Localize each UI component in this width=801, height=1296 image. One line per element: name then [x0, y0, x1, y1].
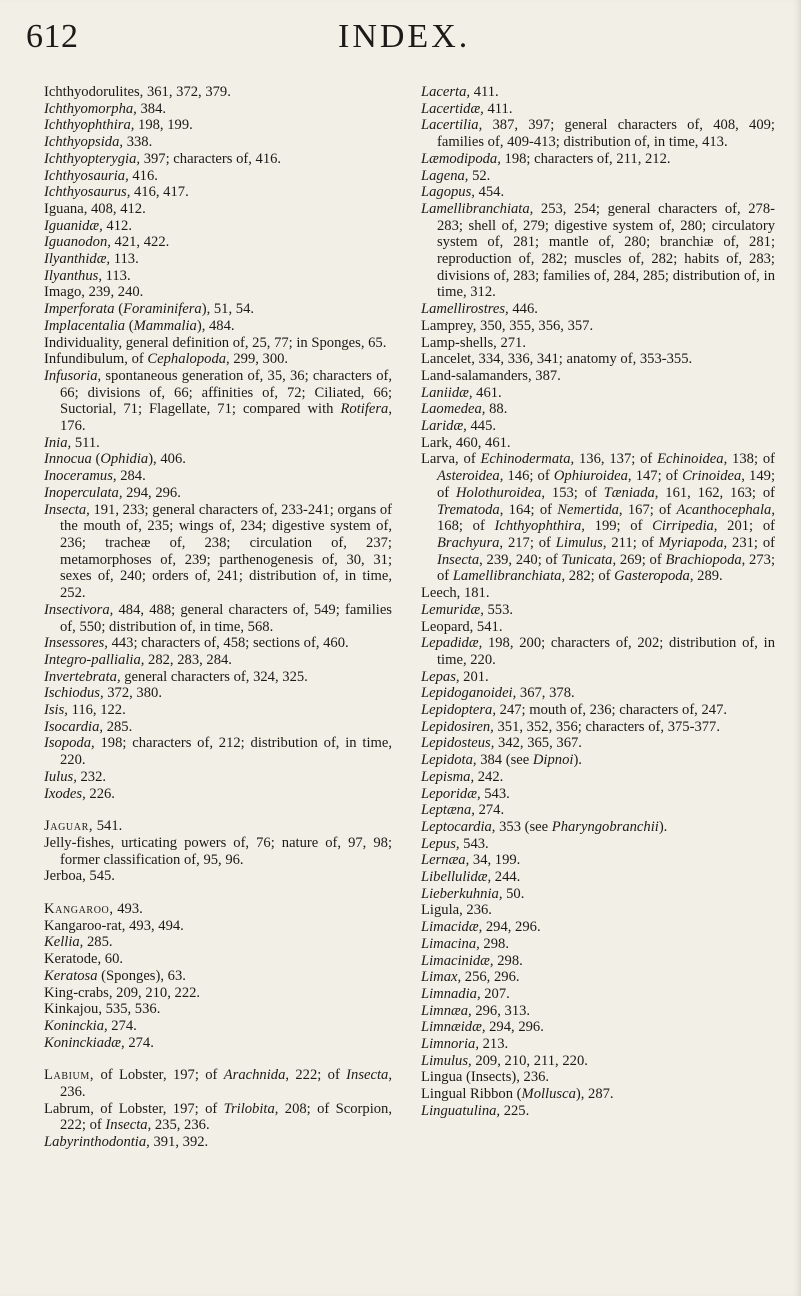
index-references: 213. — [478, 1036, 509, 1053]
index-term: Lacerta, — [421, 84, 471, 100]
index-references: 493, 494. — [125, 917, 184, 934]
index-entry — [44, 168, 392, 185]
index-entry — [421, 318, 775, 335]
index-references: 541. — [93, 818, 123, 835]
index-term: Limacinidæ, — [421, 952, 494, 969]
index-references: 384 (see Dipnoi). — [476, 752, 582, 769]
index-entry — [44, 652, 392, 669]
index-entry — [44, 101, 392, 118]
index-references: 274. — [124, 1034, 154, 1051]
index-references: 408, 412. — [87, 200, 146, 217]
index-references: 113. — [101, 267, 131, 284]
index-entry — [421, 669, 775, 686]
index-entry — [44, 318, 392, 335]
index-references: of Cephalopoda, 299, 300. — [127, 351, 289, 368]
index-term: Leopard, — [421, 618, 474, 635]
index-references: 545. — [85, 868, 115, 885]
page-number: 612 — [26, 18, 79, 55]
index-entry — [44, 918, 392, 935]
index-term: Insecta, — [44, 501, 90, 518]
index-term: Limacidæ, — [421, 919, 483, 936]
index-references: 294, 296. — [482, 919, 541, 936]
index-references: 52. — [468, 167, 491, 184]
index-term: Infundibulum, — [44, 351, 128, 368]
index-references: general definition of, 25, 77; in Sponges, 65. — [122, 334, 387, 351]
index-entry — [421, 602, 775, 619]
index-references: 411. — [483, 100, 513, 117]
index-term: Lacertidæ, — [421, 100, 484, 117]
index-term: Insectivora, — [44, 601, 114, 618]
index-term: Ichthyophthira, — [44, 117, 135, 134]
index-term: Leech, — [421, 585, 461, 602]
index-references: 372, 380. — [103, 685, 162, 702]
index-entry — [44, 934, 392, 951]
index-references: spontaneous generation of, 35, 36; characters of, 66; divisions of, 66; affinities of, 72; Ciliated, 66; Suctorial, 71; Flagellate, 71; compared with Rotifera, 176. — [60, 367, 392, 435]
index-references: 198; characters of, 212; distribution of, in time, 220. — [60, 735, 392, 769]
index-entry — [421, 351, 775, 368]
index-entry — [421, 936, 775, 953]
index-entry — [421, 685, 775, 702]
index-term: Land-salamanders, — [421, 367, 532, 384]
index-references: of Lobster, 197; of Trilobita, 208; of Scorpion, 222; of Insecta, 235, 236. — [60, 1100, 392, 1134]
index-term: Lacertilia, — [421, 117, 483, 134]
index-term: Jaguar, — [44, 818, 94, 835]
index-references: 543. — [480, 785, 510, 802]
index-references: 296, 313. — [471, 1002, 531, 1019]
index-term: Jelly-fishes, — [44, 834, 115, 851]
index-entry — [421, 1036, 775, 1053]
index-references: 181. — [460, 585, 490, 602]
index-entry — [421, 1019, 775, 1036]
index-term: Laridæ, — [421, 418, 467, 435]
index-entry — [44, 868, 392, 885]
index-term: Lepidoptera, — [421, 702, 496, 719]
index-entry — [421, 786, 775, 803]
index-entry — [44, 635, 392, 652]
index-term: Labium, — [44, 1067, 95, 1084]
index-references: 113. — [110, 251, 139, 268]
index-references: (Sponges), 63. — [97, 967, 186, 984]
index-references: 338. — [123, 134, 153, 151]
index-entry — [421, 1003, 775, 1020]
index-references: 201. — [459, 668, 489, 685]
index-entry — [44, 1035, 392, 1052]
index-entry — [44, 835, 392, 868]
index-references: 541. — [473, 618, 503, 635]
index-entry — [44, 284, 392, 301]
index-entry — [421, 435, 775, 452]
index-entry — [44, 818, 392, 835]
index-references: 493. — [113, 901, 143, 918]
index-entry — [44, 134, 392, 151]
index-term: Jerboa, — [44, 868, 86, 885]
index-entry — [44, 1101, 392, 1134]
index-term: Laniidæ, — [421, 384, 473, 401]
index-entry — [44, 602, 392, 635]
index-entry — [44, 468, 392, 485]
index-entry — [421, 702, 775, 719]
index-entry — [421, 836, 775, 853]
index-references: 411. — [470, 84, 499, 100]
index-references: 198, 200; characters of, 202; distribution of, in time, 220. — [437, 635, 775, 668]
index-references: 511. — [71, 434, 100, 451]
index-entry — [44, 335, 392, 352]
index-references: 209, 210, 211, 220. — [471, 1052, 588, 1069]
index-entry — [421, 1053, 775, 1070]
index-references: 351, 352, 356; characters of, 375-377. — [493, 718, 720, 735]
index-references: (Mollusca), 287. — [513, 1086, 614, 1103]
index-entry — [421, 953, 775, 970]
index-entry — [44, 234, 392, 251]
index-entry — [44, 769, 392, 786]
index-term: Lepidota, — [421, 752, 477, 769]
index-entry — [44, 1067, 392, 1100]
index-references: 342, 365, 367. — [494, 735, 582, 752]
index-term: Limnæidæ, — [421, 1019, 486, 1036]
index-references: 416, 417. — [130, 184, 189, 201]
page-header — [0, 18, 801, 68]
index-entry — [44, 435, 392, 452]
index-term: Leptæna, — [421, 802, 475, 819]
index-term: Imago, — [44, 284, 85, 301]
index-entry — [421, 852, 775, 869]
index-references: 274. — [107, 1017, 137, 1034]
index-entry — [421, 301, 775, 318]
index-references: 361, 372, 379. — [143, 84, 231, 100]
index-entry — [44, 351, 392, 368]
index-entry — [44, 719, 392, 736]
index-entry — [421, 619, 775, 636]
index-references: 284. — [116, 468, 146, 485]
index-entry — [44, 251, 392, 268]
index-references: 294, 296. — [122, 484, 181, 501]
index-entry — [44, 786, 392, 803]
index-entry — [421, 585, 775, 602]
index-references: 274. — [474, 802, 505, 819]
index-term: Lingual Ribbon — [421, 1086, 514, 1103]
index-references: urticating powers of, 76; nature of, 97, 98; former classification of, 95, 96. — [60, 834, 392, 868]
index-term: Lingua — [421, 1069, 463, 1086]
index-entry — [421, 385, 775, 402]
index-references: 282, 283, 284. — [144, 651, 232, 668]
index-term: Iguanodon, — [44, 234, 111, 251]
index-term: Ichthyosaurus, — [44, 184, 131, 201]
index-entry — [421, 201, 775, 301]
index-term: Limulus, — [421, 1052, 472, 1069]
index-term: Lepidosteus, — [421, 735, 495, 752]
index-entry — [421, 819, 775, 836]
index-references: 191, 233; general characters of, 233-241; organs of the mouth of, 235; wings of, 234; digestive system of, 236; tracheæ of, 238; circulation of, 237; metamorphoses of, 239; parthenogenesis of, 30, 31; sexes of, 240; orders of, 241; distribution of, in time, 252. — [60, 501, 392, 602]
index-references: (Ophidia), 406. — [91, 451, 186, 468]
index-term: Inoceramus, — [44, 468, 117, 485]
index-term: Lagena, — [421, 167, 469, 184]
index-term: Lepus, — [421, 835, 460, 852]
index-references: 445. — [466, 418, 497, 435]
index-term: Keratosa — [44, 967, 98, 984]
index-term: Isis, — [44, 702, 68, 719]
index-entry — [421, 902, 775, 919]
index-term: Kellia, — [44, 934, 84, 951]
index-entry — [421, 969, 775, 986]
index-column-left — [44, 84, 392, 1151]
index-references: 50. — [502, 885, 525, 902]
index-references: 421, 422. — [110, 234, 170, 251]
index-term: Larva, — [421, 451, 459, 468]
index-entry — [44, 184, 392, 201]
index-references: 443; characters of, 458; sections of, 460. — [107, 635, 349, 652]
index-term: Lagopus, — [421, 184, 475, 201]
index-term: Insessores, — [44, 635, 108, 652]
index-term: Lieberkuhnia, — [421, 885, 503, 902]
index-term: Inia, — [44, 434, 72, 451]
index-entry — [421, 335, 775, 352]
index-references: (Insects), 236. — [462, 1069, 550, 1086]
index-references: (Mammalia), 484. — [125, 317, 235, 334]
index-entry — [421, 869, 775, 886]
index-term: Ichthyomorpha, — [44, 100, 137, 117]
index-term: Laomedea, — [421, 401, 486, 418]
index-term: Linguatulina, — [421, 1102, 501, 1119]
index-term: Lepisma, — [421, 768, 475, 785]
index-entry — [44, 201, 392, 218]
index-term: Imperforata — [44, 301, 115, 318]
index-term: Koninckia, — [44, 1017, 108, 1034]
index-references: 116, 122. — [67, 702, 126, 719]
index-references: 350, 355, 356, 357. — [476, 317, 594, 334]
index-term: Lepadidæ, — [421, 635, 483, 652]
index-entry — [421, 769, 775, 786]
index-term: Libellulidæ, — [421, 869, 492, 886]
index-term: Ichthyodorulites, — [44, 84, 144, 100]
index-entry — [421, 986, 775, 1003]
index-term: Limacina, — [421, 935, 480, 952]
index-term: Isocardia, — [44, 718, 104, 735]
index-references: 553. — [483, 601, 514, 618]
index-term: Infusoria, — [44, 367, 102, 384]
index-references: 298. — [479, 935, 509, 952]
index-term: Kinkajou, — [44, 1001, 102, 1018]
index-term: Keratode, — [44, 951, 102, 968]
index-entry — [44, 985, 392, 1002]
index-entry — [44, 485, 392, 502]
index-term: Ilyanthidæ, — [44, 251, 111, 268]
index-references: 256, 296. — [461, 969, 520, 986]
index-references: 460, 461. — [452, 434, 511, 451]
index-references: 225. — [500, 1102, 530, 1119]
index-references: 285. — [83, 934, 113, 951]
index-entry — [421, 919, 775, 936]
index-term: Lepidosiren, — [421, 718, 494, 735]
index-references: 416. — [128, 167, 158, 184]
index-entry — [421, 1086, 775, 1103]
index-term: Lamprey, — [421, 317, 477, 334]
index-term: Ligula, — [421, 902, 463, 919]
index-references: 242. — [474, 768, 504, 785]
index-entry — [421, 752, 775, 769]
index-term: Innocua — [44, 451, 92, 468]
index-term: Implacentalia — [44, 317, 126, 334]
index-references: 253, 254; general characters of, 278-283; shell of, 279; digestive system of, 280; circulatory system of, 281; mantle of, 280; branchiæ of, 281; reproduction of, 282; muscles of, 282; habits of, 283; divisions of, 283; families of, 284, 285; distribution of, in time, 312. — [437, 200, 775, 301]
index-entry — [421, 401, 775, 418]
index-entry — [44, 368, 392, 435]
index-term: King-crabs, — [44, 984, 113, 1001]
index-references: 271. — [496, 334, 526, 351]
index-entry — [421, 1103, 775, 1120]
index-references: 236. — [462, 902, 492, 919]
index-entry — [44, 84, 392, 101]
index-references: general characters of, 324, 325. — [120, 668, 308, 685]
index-term: Integro-pallialia, — [44, 651, 145, 668]
index-entry — [44, 968, 392, 985]
index-references: 387, 397; general characters of, 408, 409; families of, 409-413; distribution of, in time, 413. — [437, 117, 775, 151]
index-entry — [44, 268, 392, 285]
index-term: Kangaroo, — [44, 901, 114, 918]
index-term: Limnoria, — [421, 1036, 479, 1053]
index-entry — [421, 168, 775, 185]
index-entry — [421, 84, 775, 101]
index-entry — [421, 635, 775, 668]
index-entry — [421, 735, 775, 752]
index-entry — [44, 685, 392, 702]
index-references: 226. — [85, 785, 115, 802]
index-references: 198, 199. — [134, 117, 193, 134]
index-entry — [421, 117, 775, 150]
index-term: Lamellibranchiata, — [421, 200, 534, 217]
index-term: Lark, — [421, 434, 453, 451]
index-entry — [44, 669, 392, 686]
index-references: 391, 392. — [149, 1134, 209, 1151]
index-entry — [421, 802, 775, 819]
index-entry — [421, 719, 775, 736]
index-references: of Lobster, 197; of Arachnida, 222; of Insecta, 236. — [60, 1067, 392, 1101]
index-term: Lancelet, — [421, 351, 475, 368]
index-term: Limnæa, — [421, 1002, 472, 1019]
index-term: Inoperculata, — [44, 484, 123, 501]
index-term: Læmodipoda, — [421, 150, 501, 167]
index-term: Iguanidæ, — [44, 217, 103, 234]
index-entry — [44, 1001, 392, 1018]
index-term: Individuality, — [44, 334, 123, 351]
index-entry — [44, 735, 392, 768]
index-references: 294, 296. — [485, 1019, 544, 1036]
index-term: Lernæa, — [421, 852, 470, 869]
index-term: Invertebrata, — [44, 668, 121, 685]
index-term: Ichthyopterygia, — [44, 150, 141, 167]
index-references: (Foraminifera), 51, 54. — [114, 301, 255, 318]
index-term: Leporidæ, — [421, 785, 481, 802]
index-entry — [44, 218, 392, 235]
index-entry — [44, 1018, 392, 1035]
index-term: Ichthyosauria, — [44, 167, 129, 184]
index-term: Ixodes, — [44, 785, 86, 802]
index-references: 446. — [508, 301, 538, 318]
index-entry — [44, 117, 392, 134]
index-references: 384. — [136, 100, 167, 117]
index-entry — [44, 951, 392, 968]
index-references: 397; characters of, 416. — [140, 150, 282, 167]
index-references: 454. — [474, 184, 505, 201]
index-entry — [44, 301, 392, 318]
index-references: 461. — [472, 384, 502, 401]
index-entry — [421, 101, 775, 118]
index-term: Labyrinthodontia, — [44, 1134, 150, 1151]
index-references: 207. — [480, 985, 510, 1002]
index-references: 535, 536. — [101, 1001, 161, 1018]
index-references: 285. — [103, 718, 133, 735]
index-term: Lepas, — [421, 668, 460, 685]
index-entry — [421, 451, 775, 585]
index-entry — [44, 1134, 392, 1151]
index-term: Kangaroo-rat, — [44, 917, 126, 934]
index-references: 239, 240. — [84, 284, 144, 301]
index-references: 484, 488; general characters of, 549; families of, 550; distribution of, in time, 568. — [60, 601, 392, 635]
index-entry — [44, 502, 392, 602]
index-term: Iguana, — [44, 200, 88, 217]
index-term: Lamp-shells, — [421, 334, 497, 351]
index-references: 387. — [531, 367, 561, 384]
index-references: 367, 378. — [516, 685, 575, 702]
index-term: Ischiodus, — [44, 685, 104, 702]
index-references: 198; characters of, 211, 212. — [500, 150, 671, 167]
index-column-right — [421, 84, 775, 1120]
index-term: Limnadia, — [421, 985, 481, 1002]
index-references: 209, 210, 222. — [112, 984, 201, 1001]
index-term: Labrum, — [44, 1100, 94, 1117]
index-references: 298. — [493, 952, 523, 969]
index-entry — [421, 886, 775, 903]
index-entry — [421, 1069, 775, 1086]
index-term: Lemuridæ, — [421, 601, 484, 618]
index-references: 412. — [102, 217, 132, 234]
index-entry — [44, 901, 392, 918]
index-term: Koninckiadæ, — [44, 1034, 125, 1051]
index-references: 60. — [101, 951, 124, 968]
index-entry — [44, 151, 392, 168]
index-entry — [421, 418, 775, 435]
index-references: 34, 199. — [469, 852, 521, 869]
index-references: 88. — [485, 401, 508, 418]
index-term: Isopoda, — [44, 735, 95, 752]
index-term: Lepidoganoidei, — [421, 685, 517, 702]
index-entry — [44, 451, 392, 468]
index-term: Ichthyopsida, — [44, 134, 124, 151]
index-references: 232. — [76, 768, 107, 785]
index-entry — [421, 151, 775, 168]
index-term: Lamellirostres, — [421, 301, 509, 318]
index-references: 334, 336, 341; anatomy of, 353-355. — [474, 351, 693, 368]
index-entry — [421, 368, 775, 385]
page-title: INDEX. — [338, 18, 471, 55]
index-term: Ilyanthus, — [44, 267, 102, 284]
index-term: Limax, — [421, 969, 462, 986]
index-entry — [421, 184, 775, 201]
index-references: 543. — [459, 835, 489, 852]
index-term: Iulus, — [44, 768, 77, 785]
index-references: of Echinodermata, 136, 137; of Echinoidea, 138; of Asteroidea, 146; of Ophiuroidea, 147; of Crinoidea, 149; of Holothuroidea, 153; of Tæniada, 161, 162, 163; of Trematoda, 164; of Nemertida, 167; of Acanthocephala, 168; of Ichthyophthira, 199; of Cirripedia, 201; of Brachyura, 217; of Limulus, 211; of Myriapoda, 231; of Insecta, 239, 240; of Tunicata, 269; of Brachiopoda, 273; of Lamellibranchiata, 282; of Gasteropoda, 289. — [437, 451, 775, 585]
index-entry — [44, 702, 392, 719]
index-references: 247; mouth of, 236; characters of, 247. — [496, 702, 728, 719]
index-references: 244. — [491, 869, 521, 886]
index-references: 353 (see Pharyngobranchii). — [495, 818, 668, 835]
index-term: Leptocardia, — [421, 818, 496, 835]
